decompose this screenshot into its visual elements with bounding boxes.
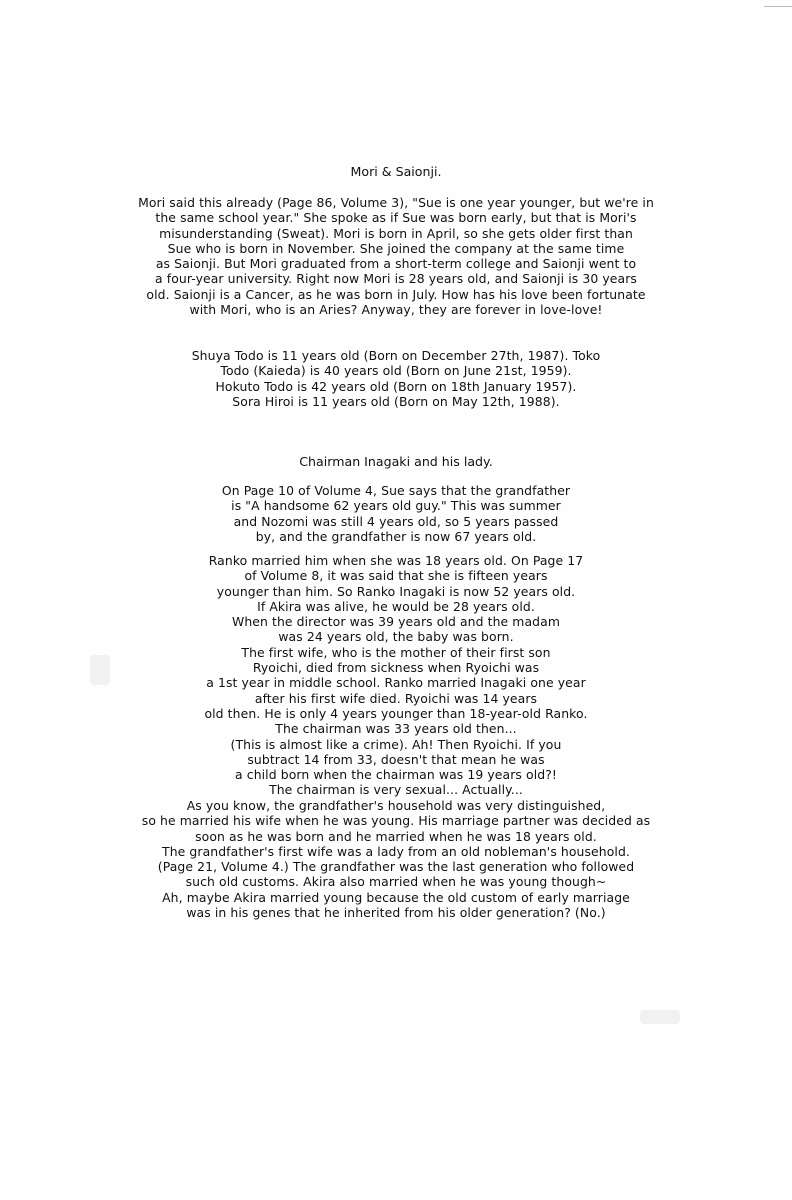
- text-line: such old customs. Akira also married when he was young though~: [185, 874, 607, 890]
- section-heading-chairman-inagaki: Chairman Inagaki and his lady.: [299, 454, 493, 469]
- text-line: the same school year." She spoke as if Sue was born early, but that is Mori's: [155, 210, 637, 226]
- paragraph-ranko-inagaki: [96, 553, 696, 798]
- text-line: misunderstanding (Sweat). Mori is born in April, so she gets older first than: [159, 225, 633, 241]
- text-line: a four-year university. Right now Mori is 28 years old, and Saionji is 30 years: [155, 271, 637, 287]
- text-line: old then. He is only 4 years younger than 18-year-old Ranko.: [204, 705, 588, 721]
- text-line: a child born when the chairman was 19 years old?!: [235, 767, 557, 783]
- paragraph-grandfather-household: [96, 798, 696, 920]
- text-line: so he married his wife when he was young. His marriage partner was decided as: [141, 813, 651, 829]
- text-line: Sora Hiroi is 11 years old (Born on May 12th, 1988).: [232, 393, 560, 409]
- text-line: was in his genes that he inherited from his older generation? (No.): [186, 905, 606, 921]
- text-line: The first wife, who is the mother of their first son: [241, 644, 551, 660]
- text-line: after his first wife died. Ryoichi was 14 years: [254, 690, 538, 706]
- paper-smudge: [640, 1010, 680, 1024]
- text-line: soon as he was born and he married when he was 18 years old.: [195, 828, 597, 844]
- text-line: As you know, the grandfather's household was very distinguished,: [186, 798, 606, 813]
- text-line: (This is almost like a crime). Ah! Then Ryoichi. If you: [230, 736, 562, 752]
- text-line: (Page 21, Volume 4.) The grandfather was the last generation who followed: [157, 859, 635, 875]
- text-line: Ryoichi, died from sickness when Ryoichi was: [252, 660, 540, 676]
- text-line: Todo (Kaieda) is 40 years old (Born on June 21st, 1959).: [220, 363, 572, 379]
- text-line: If Akira was alive, he would be 28 years old.: [257, 598, 535, 614]
- text-line: Shuya Todo is 11 years old (Born on December 27th, 1987). Toko: [191, 348, 601, 363]
- text-line: Ranko married him when she was 18 years old. On Page 17: [208, 553, 584, 568]
- text-line: was 24 years old, the baby was born.: [278, 629, 514, 645]
- text-line: as Saionji. But Mori graduated from a short-term college and Saionji went to: [155, 256, 637, 272]
- section-heading-mori-saionji: Mori & Saionji.: [350, 164, 442, 179]
- text-line: of Volume 8, it was said that she is fifteen years: [244, 568, 548, 584]
- page-edge-mark: [764, 0, 792, 7]
- text-line: subtract 14 from 33, doesn't that mean he was: [247, 751, 545, 767]
- text-line: with Mori, who is an Aries? Anyway, they are forever in love-love!: [189, 302, 603, 318]
- text-line: a 1st year in middle school. Ranko married Inagaki one year: [206, 675, 586, 691]
- text-line: The chairman is very sexual... Actually...: [269, 782, 523, 798]
- paragraph-grandfather-age: [96, 483, 696, 544]
- text-line: old. Saionji is a Cancer, as he was born in July. How has his love been fortunate: [146, 286, 646, 302]
- text-line: is "A handsome 62 years old guy." This was summer: [231, 498, 561, 514]
- text-line: Mori said this already (Page 86, Volume 3), "Sue is one year younger, but we're in: [138, 195, 654, 210]
- paragraph-todo-family-ages: [96, 348, 696, 409]
- paragraph-mori-saionji: [96, 195, 696, 317]
- text-line: Ah, maybe Akira married young because the old custom of early marriage: [162, 889, 630, 905]
- text-line: The chairman was 33 years old then...: [275, 721, 517, 737]
- text-line: and Nozomi was still 4 years old, so 5 years passed: [233, 513, 559, 529]
- text-line: Sue who is born in November. She joined the company at the same time: [167, 240, 625, 256]
- text-line: younger than him. So Ranko Inagaki is now 52 years old.: [216, 583, 576, 599]
- text-line: Hokuto Todo is 42 years old (Born on 18th January 1957).: [215, 378, 577, 394]
- text-line: When the director was 39 years old and the madam: [231, 614, 561, 630]
- text-line: On Page 10 of Volume 4, Sue says that the grandfather: [221, 483, 571, 498]
- text-line: The grandfather's first wife was a lady from an old nobleman's household.: [162, 843, 630, 859]
- text-line: by, and the grandfather is now 67 years old.: [255, 528, 537, 544]
